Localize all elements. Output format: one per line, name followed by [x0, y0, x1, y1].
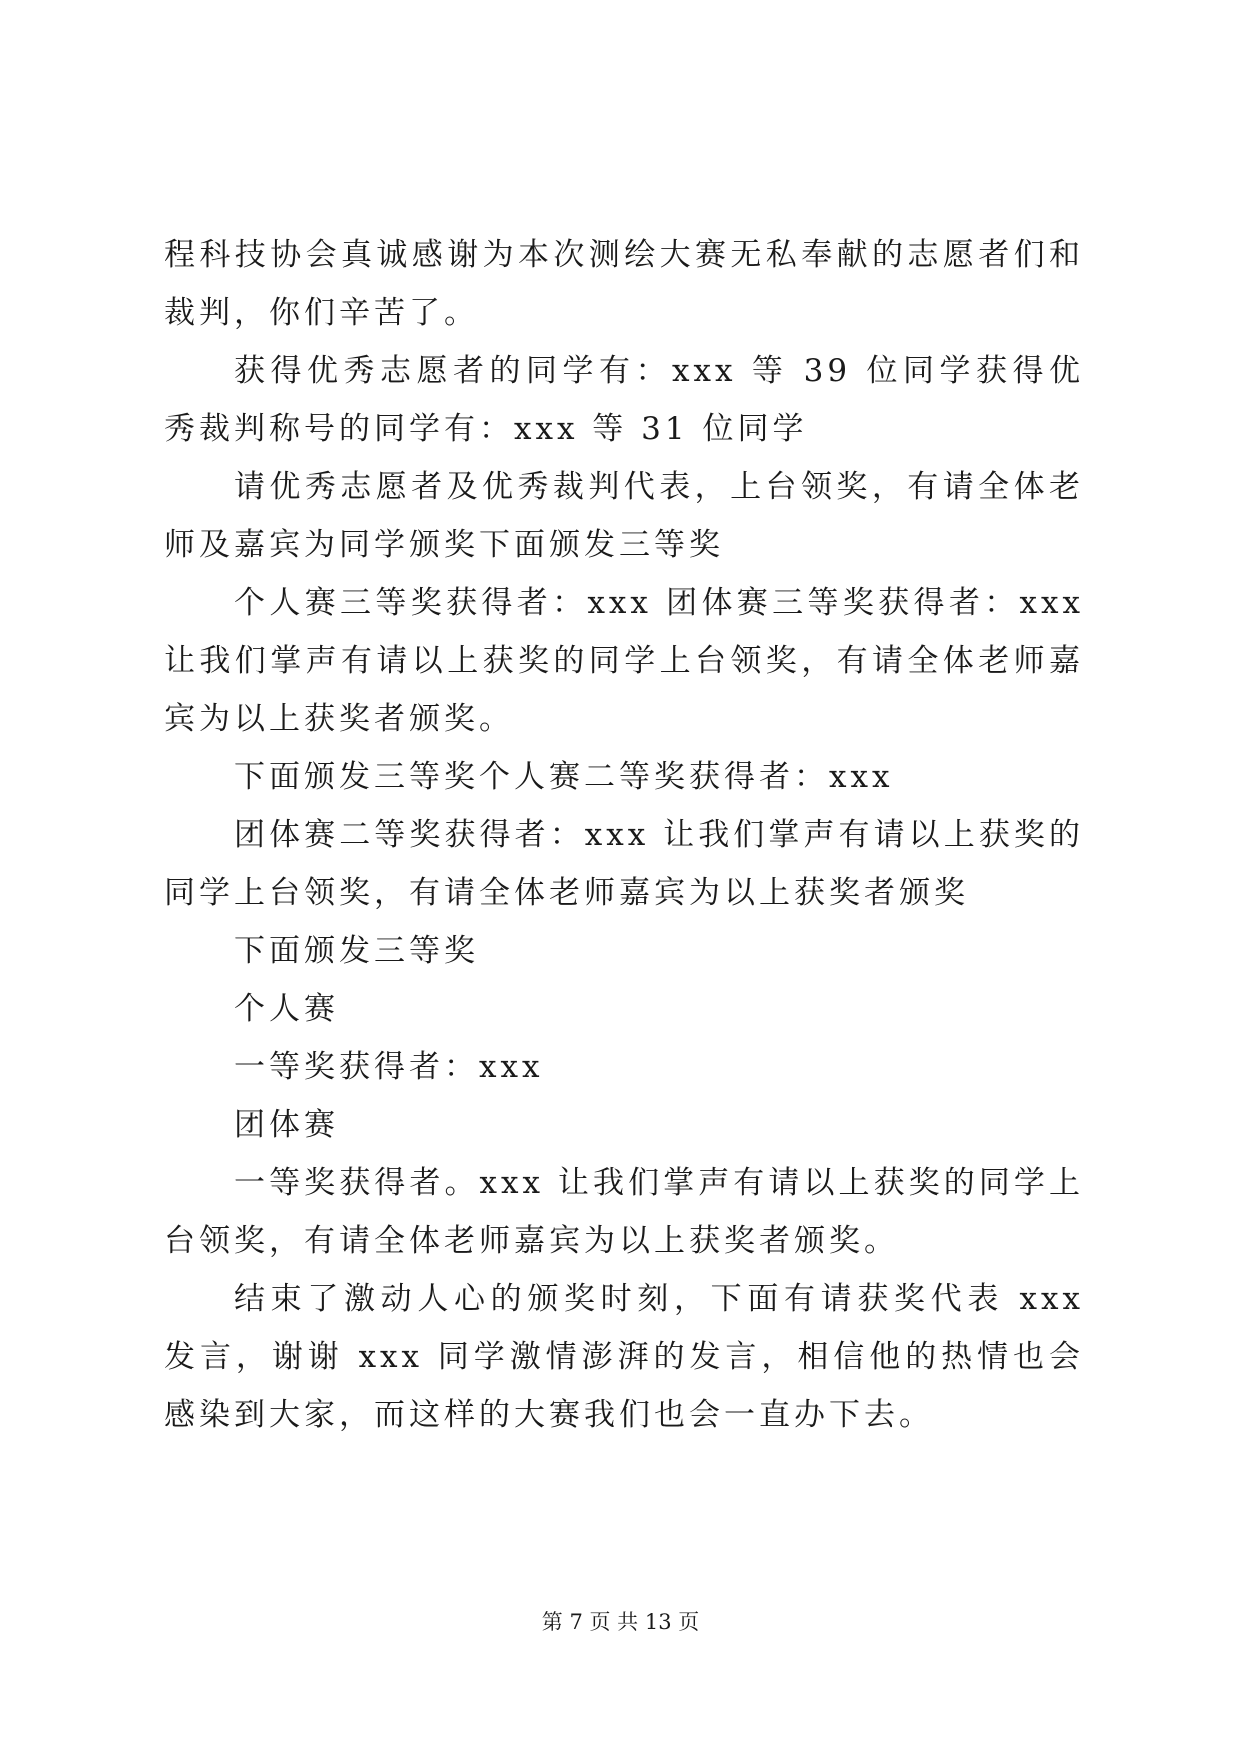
paragraph: 结束了激动人心的颁奖时刻，下面有请获奖代表 xxx 发言，谢谢 xxx 同学激情澎湃的发言，相信他的热情也会感染到大家，而这样的大赛我们也会一直办下去。 [164, 1281, 1084, 1433]
paragraph: 个人赛 [234, 991, 339, 1027]
paragraph: 请优秀志愿者及优秀裁判代表，上台领奖，有请全体老师及嘉宾为同学颁奖下面颁发三等奖 [164, 469, 1084, 563]
paragraph: 个人赛三等奖获得者：xxx 团体赛三等奖获得者：xxx 让我们掌声有请以上获奖的同学上台领奖，有请全体老师嘉宾为以上获奖者颁奖。 [164, 585, 1084, 737]
document-body [164, 226, 1084, 1444]
paragraph: 团体赛 [234, 1107, 339, 1143]
paragraph: 团体赛二等奖获得者：xxx 让我们掌声有请以上获奖的同学上台领奖，有请全体老师嘉宾为以上获奖者颁奖 [164, 817, 1084, 911]
paragraph: 下面颁发三等奖 [234, 933, 479, 969]
paragraph: 下面颁发三等奖个人赛二等奖获得者：xxx [234, 759, 894, 795]
page-footer: 第 7 页 共 13 页 [541, 1610, 700, 1634]
paragraph: 一等奖获得者：xxx [234, 1049, 544, 1085]
paragraph: 程科技协会真诚感谢为本次测绘大赛无私奉献的志愿者们和裁判，你们辛苦了。 [164, 237, 1084, 331]
paragraph: 一等奖获得者。xxx 让我们掌声有请以上获奖的同学上台领奖，有请全体老师嘉宾为以上获奖者颁奖。 [164, 1165, 1084, 1259]
paragraph: 获得优秀志愿者的同学有：xxx 等 39 位同学获得优秀裁判称号的同学有：xxx 等 31 位同学 [164, 353, 1084, 447]
